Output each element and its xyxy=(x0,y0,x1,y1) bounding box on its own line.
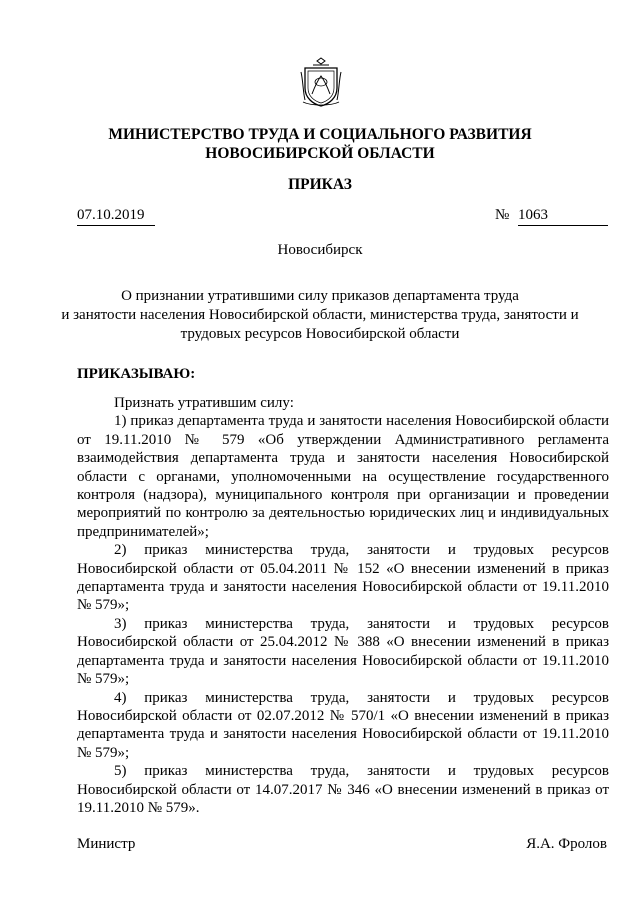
subject-line: трудовых ресурсов Новосибирской области xyxy=(180,326,460,342)
coat-of-arms-icon xyxy=(300,56,342,108)
body-intro: Признать утратившим силу: xyxy=(114,395,294,411)
document-subject xyxy=(0,287,640,344)
document-type: ПРИКАЗ xyxy=(288,176,352,193)
body-item: 4) приказ министерства труда, занятости и трудовых ресурсов Новосибирской области от 02.07.2012 № 570/1 «О внесении изменений в приказ департамента труда и занятости населения Новосибирской области от 19.11.2010 № 579»; xyxy=(77,689,609,761)
body-item: 3) приказ министерства труда, занятости и трудовых ресурсов Новосибирской области от 25.04.2012 № 388 «О внесении изменений в приказ департамента труда и занятости населения Новосибирской области от 19.11.2010 № 579»; xyxy=(77,615,609,688)
ministry-name-line2: НОВОСИБИРСКОЙ ОБЛАСТИ xyxy=(205,145,435,162)
city-name: Новосибирск xyxy=(277,242,363,258)
body-item: 1) приказ департамента труда и занятости населения Новосибирской области от 19.11.2010 № 579 «Об утверждении Административного регламента взаимодействия департамента труда и занятости населения Новосибирской области с органами, уполномоченными на осуществление государственного контроля (надзора), муниципального контроля при организации и проведении мероприятий по контролю за деятельностью юридических лиц и индивидуальных предпринимателей»; xyxy=(77,413,609,540)
subject-line: и занятости населения Новосибирской области, министерства труда, занятости и xyxy=(61,307,579,323)
order-word: ПРИКАЗЫВАЮ: xyxy=(77,366,196,382)
ministry-name-line1: МИНИСТЕРСТВО ТРУДА И СОЦИАЛЬНОГО РАЗВИТИЯ xyxy=(108,126,532,143)
document-body xyxy=(77,394,609,817)
signature-name: Я.А. Фролов xyxy=(526,836,607,852)
number-sign: № xyxy=(495,207,510,223)
signature-title: Министр xyxy=(77,836,136,852)
document-date: 07.10.2019 xyxy=(77,206,155,226)
subject-line: О признании утратившими силу приказов департамента труда xyxy=(121,288,519,304)
body-item: 2) приказ министерства труда, занятости и трудовых ресурсов Новосибирской области от 05.04.2011 № 152 «О внесении изменений в приказ департамента труда и занятости населения Новосибирской области от 19.11.2010 № 579»; xyxy=(77,542,609,614)
document-number: 1063 xyxy=(518,206,608,226)
body-item: 5) приказ министерства труда, занятости и трудовых ресурсов Новосибирской области от 14.07.2017 № 346 «О внесении изменений в приказ от 19.11.2010 № 579». xyxy=(77,763,609,816)
